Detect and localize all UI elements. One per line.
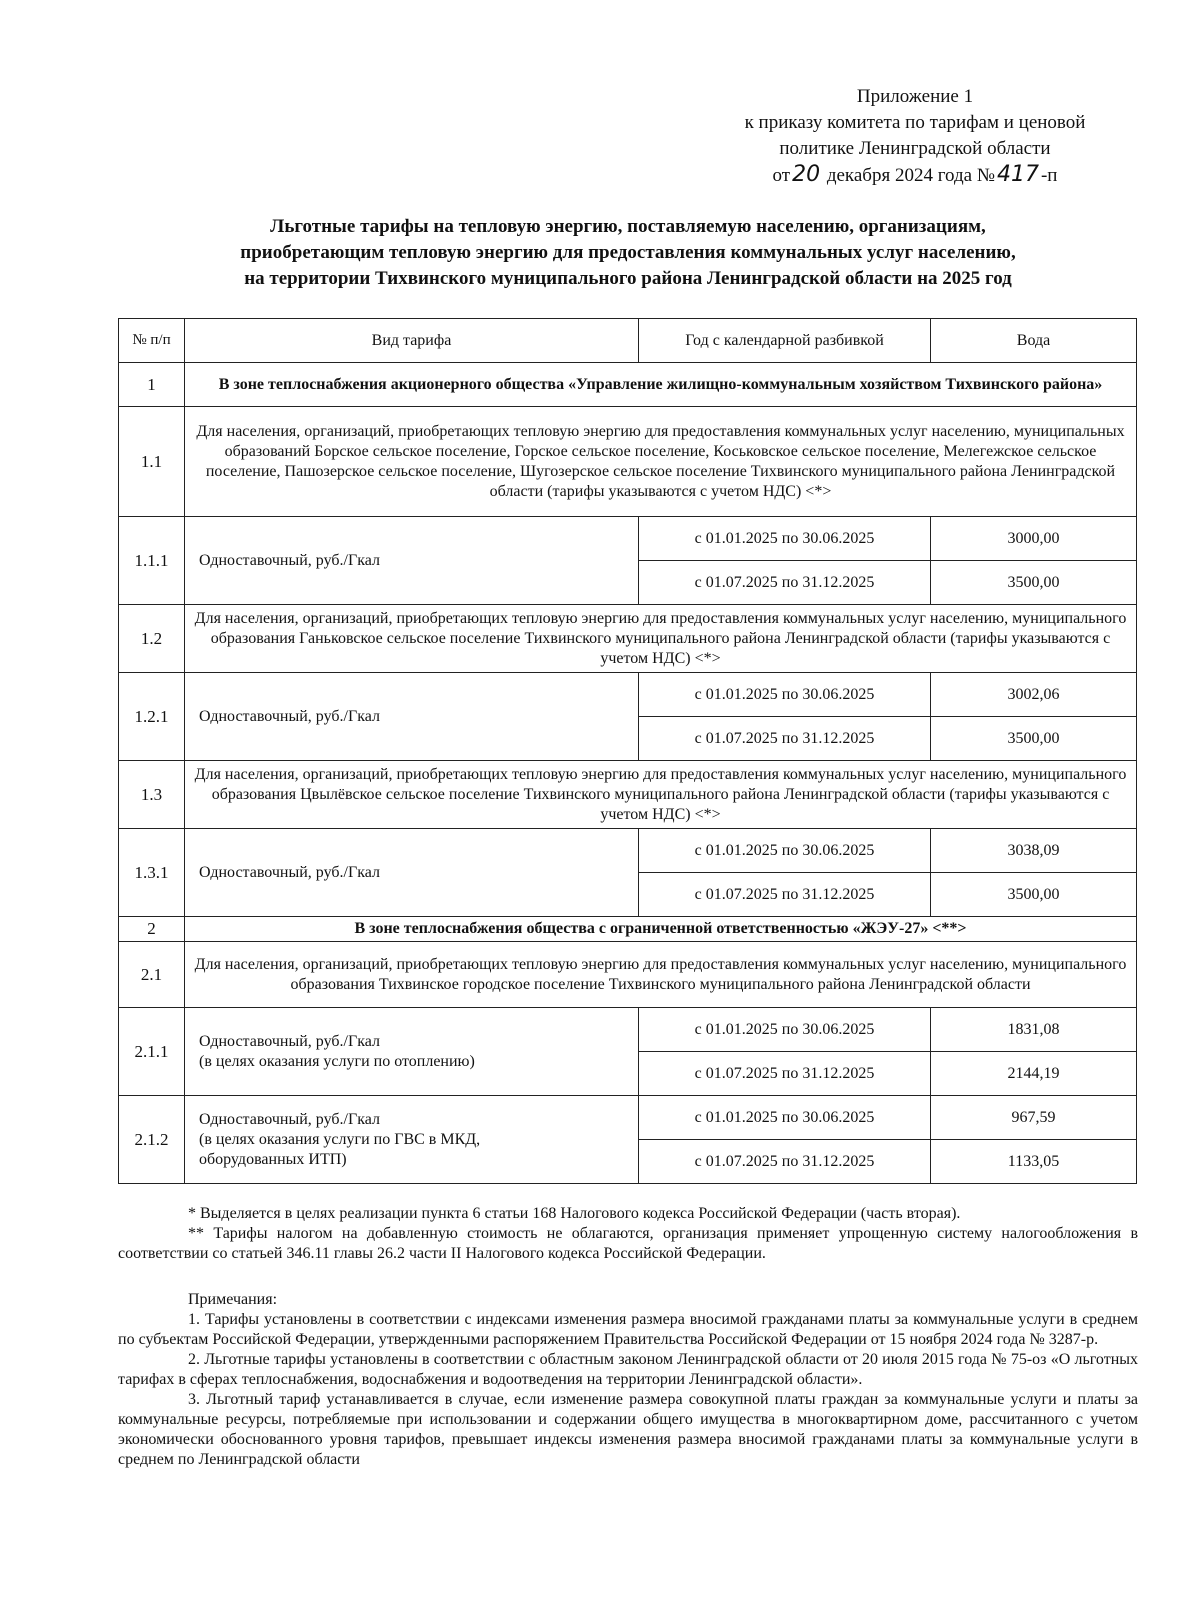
table-row [119, 942, 1137, 1008]
group-description: Для населения, организаций, приобретающих тепловую энергию для предоставления коммунальных услуг населению, муниципального образования Тихвинское городское поселение Тихвинского муниципального района Ленинградской области [185, 942, 1137, 1008]
date-middle: декабря 2024 года № [826, 165, 995, 186]
footnote-2: ** Тарифы налогом на добавленную стоимость не облагаются, организация применяет упрощенную систему налогообложения в соответствии со статьей 346.11 главы 26.2 части II Налогового кодекса Российской Федерации. [118, 1225, 1138, 1262]
notes-section [118, 1204, 1138, 1470]
tariff-kind [185, 1008, 639, 1096]
appendix-date [690, 162, 1140, 189]
row-num: 1.1 [119, 407, 185, 517]
zone-heading: В зоне теплоснабжения акционерного общества «Управление жилищно-коммунальным хозяйством Тихвинского района» [185, 363, 1137, 407]
period-cell: с 01.01.2025 по 30.06.2025 [639, 673, 931, 717]
table-row [119, 829, 1137, 873]
table-row [119, 761, 1137, 829]
note-3: 3. Льготный тариф устанавливается в случае, если изменение размера совокупной платы граждан за коммунальные услуги и платы за коммунальные ресурсы, потребляемые при использовании и содержании общего имущества в многоквартирном доме, рассчитанного с учетом экономически обоснованного уровня тарифов, превышает индексы изменения размера вносимой гражданами платы за коммунальные услуги в среднем по Ленинградской области [118, 1391, 1138, 1468]
table-row [119, 605, 1137, 673]
row-num: 1.2 [119, 605, 185, 673]
row-num: 1.1.1 [119, 517, 185, 605]
value-cell: 3038,09 [931, 829, 1137, 873]
period-cell: с 01.07.2025 по 31.12.2025 [639, 561, 931, 605]
value-cell: 3500,00 [931, 561, 1137, 605]
period-cell: с 01.01.2025 по 30.06.2025 [639, 829, 931, 873]
period-cell: с 01.07.2025 по 31.12.2025 [639, 1140, 931, 1184]
period-cell: с 01.01.2025 по 30.06.2025 [639, 1096, 931, 1140]
document-title [118, 214, 1138, 292]
tariff-kind: Одноставочный, руб./Гкал [185, 829, 639, 917]
period-cell: с 01.01.2025 по 30.06.2025 [639, 517, 931, 561]
footnote-1: * Выделяется в целях реализации пункта 6 статьи 168 Налогового кодекса Российской Федерации (часть вторая). [188, 1205, 961, 1222]
value-cell: 1831,08 [931, 1008, 1137, 1052]
tariff-kind-line: оборудованных ИТП) [199, 1150, 347, 1168]
period-cell: с 01.07.2025 по 31.12.2025 [639, 1052, 931, 1096]
header-period: Год с календарной разбивкой [639, 319, 931, 363]
value-cell: 3500,00 [931, 873, 1137, 917]
period-cell: с 01.07.2025 по 31.12.2025 [639, 873, 931, 917]
title-line-2: приобретающим тепловую энергию для предоставления коммунальных услуг населению, [240, 242, 1016, 263]
value-cell: 3000,00 [931, 517, 1137, 561]
tariff-kind-line: Одноставочный, руб./Гкал [199, 1032, 380, 1050]
group-description: Для населения, организаций, приобретающих тепловую энергию для предоставления коммунальных услуг населению, муниципального образования Цвылёвское сельское поселение Тихвинского муниципального района Ленинградской области (тарифы указываются с учетом НДС) <*> [185, 761, 1137, 829]
appendix-header [690, 84, 1140, 189]
group-description: Для населения, организаций, приобретающих тепловую энергию для предоставления коммунальных услуг населению, муниципальных образований Борское сельское поселение, Горское сельское поселение, Коськовское сельское поселение, Мелегежское сельское поселение, Пашозерское сельское поселение, Шугозерское сельское поселение Тихвинского муниципального района Ленинградской области (тарифы указываются с учетом НДС) <*> [185, 407, 1137, 517]
tariff-kind [185, 1096, 639, 1184]
table-row [119, 363, 1137, 407]
row-num: 2.1.1 [119, 1008, 185, 1096]
appendix-committee: политике Ленинградской области [779, 138, 1051, 159]
table-row [119, 1008, 1137, 1052]
table-row [119, 673, 1137, 717]
appendix-order-ref: к приказу комитета по тарифам и ценовой [744, 112, 1086, 133]
note-2: 2. Льготные тарифы установлены в соответствии с областным законом Ленинградской области от 20 июля 2015 года № 75-оз «О льготных тарифах в сферах теплоснабжения, водоснабжения и водоотведения на территории Ленинградской области». [118, 1351, 1138, 1388]
table-row [119, 407, 1137, 517]
tariff-table [118, 318, 1137, 1184]
row-num: 1.3.1 [119, 829, 185, 917]
zone-heading: В зоне теплоснабжения общества с ограниченной ответственностью «ЖЭУ-27» <**> [185, 917, 1137, 942]
tariff-kind-line: (в целях оказания услуги по ГВС в МКД, [199, 1130, 481, 1148]
header-kind: Вид тарифа [185, 319, 639, 363]
title-line-1: Льготные тарифы на тепловую энергию, поставляемую населению, организациям, [270, 216, 986, 237]
value-cell: 2144,19 [931, 1052, 1137, 1096]
table-row [119, 917, 1137, 942]
table-row [119, 517, 1137, 561]
value-cell: 1133,05 [931, 1140, 1137, 1184]
tariff-kind: Одноставочный, руб./Гкал [185, 673, 639, 761]
tariff-kind: Одноставочный, руб./Гкал [185, 517, 639, 605]
header-value: Вода [931, 319, 1137, 363]
header-num: № п/п [119, 319, 185, 363]
date-prefix: от [772, 165, 791, 186]
group-description: Для населения, организаций, приобретающих тепловую энергию для предоставления коммунальных услуг населению, муниципального образования Ганьковское сельское поселение Тихвинского муниципального района Ленинградской области (тарифы указываются с учетом НДС) <*> [185, 605, 1137, 673]
value-cell: 3002,06 [931, 673, 1137, 717]
handwritten-number: 417 [996, 162, 1039, 187]
row-num: 2 [119, 917, 185, 942]
title-line-3: на территории Тихвинского муниципального района Ленинградской области на 2025 год [244, 268, 1012, 289]
table-header-row [119, 319, 1137, 363]
tariff-kind-line: Одноставочный, руб./Гкал [199, 1110, 380, 1128]
note-1: 1. Тарифы установлены в соответствии с индексами изменения размера вносимой гражданами платы за коммунальные услуги в среднем по субъектам Российской Федерации, утвержденными распоряжением Правительства Российской Федерации от 15 ноября 2024 года № 3287-р. [118, 1311, 1138, 1348]
number-suffix: -п [1040, 165, 1058, 186]
handwritten-day: 20 [792, 162, 821, 187]
row-num: 2.1 [119, 942, 185, 1008]
row-num: 1 [119, 363, 185, 407]
row-num: 2.1.2 [119, 1096, 185, 1184]
period-cell: с 01.07.2025 по 31.12.2025 [639, 717, 931, 761]
row-num: 1.3 [119, 761, 185, 829]
table-row [119, 1096, 1137, 1140]
tariff-kind-line: (в целях оказания услуги по отоплению) [199, 1052, 475, 1070]
period-cell: с 01.01.2025 по 30.06.2025 [639, 1008, 931, 1052]
value-cell: 3500,00 [931, 717, 1137, 761]
row-num: 1.2.1 [119, 673, 185, 761]
value-cell: 967,59 [931, 1096, 1137, 1140]
notes-heading: Примечания: [188, 1291, 278, 1308]
appendix-number: Приложение 1 [856, 86, 974, 107]
